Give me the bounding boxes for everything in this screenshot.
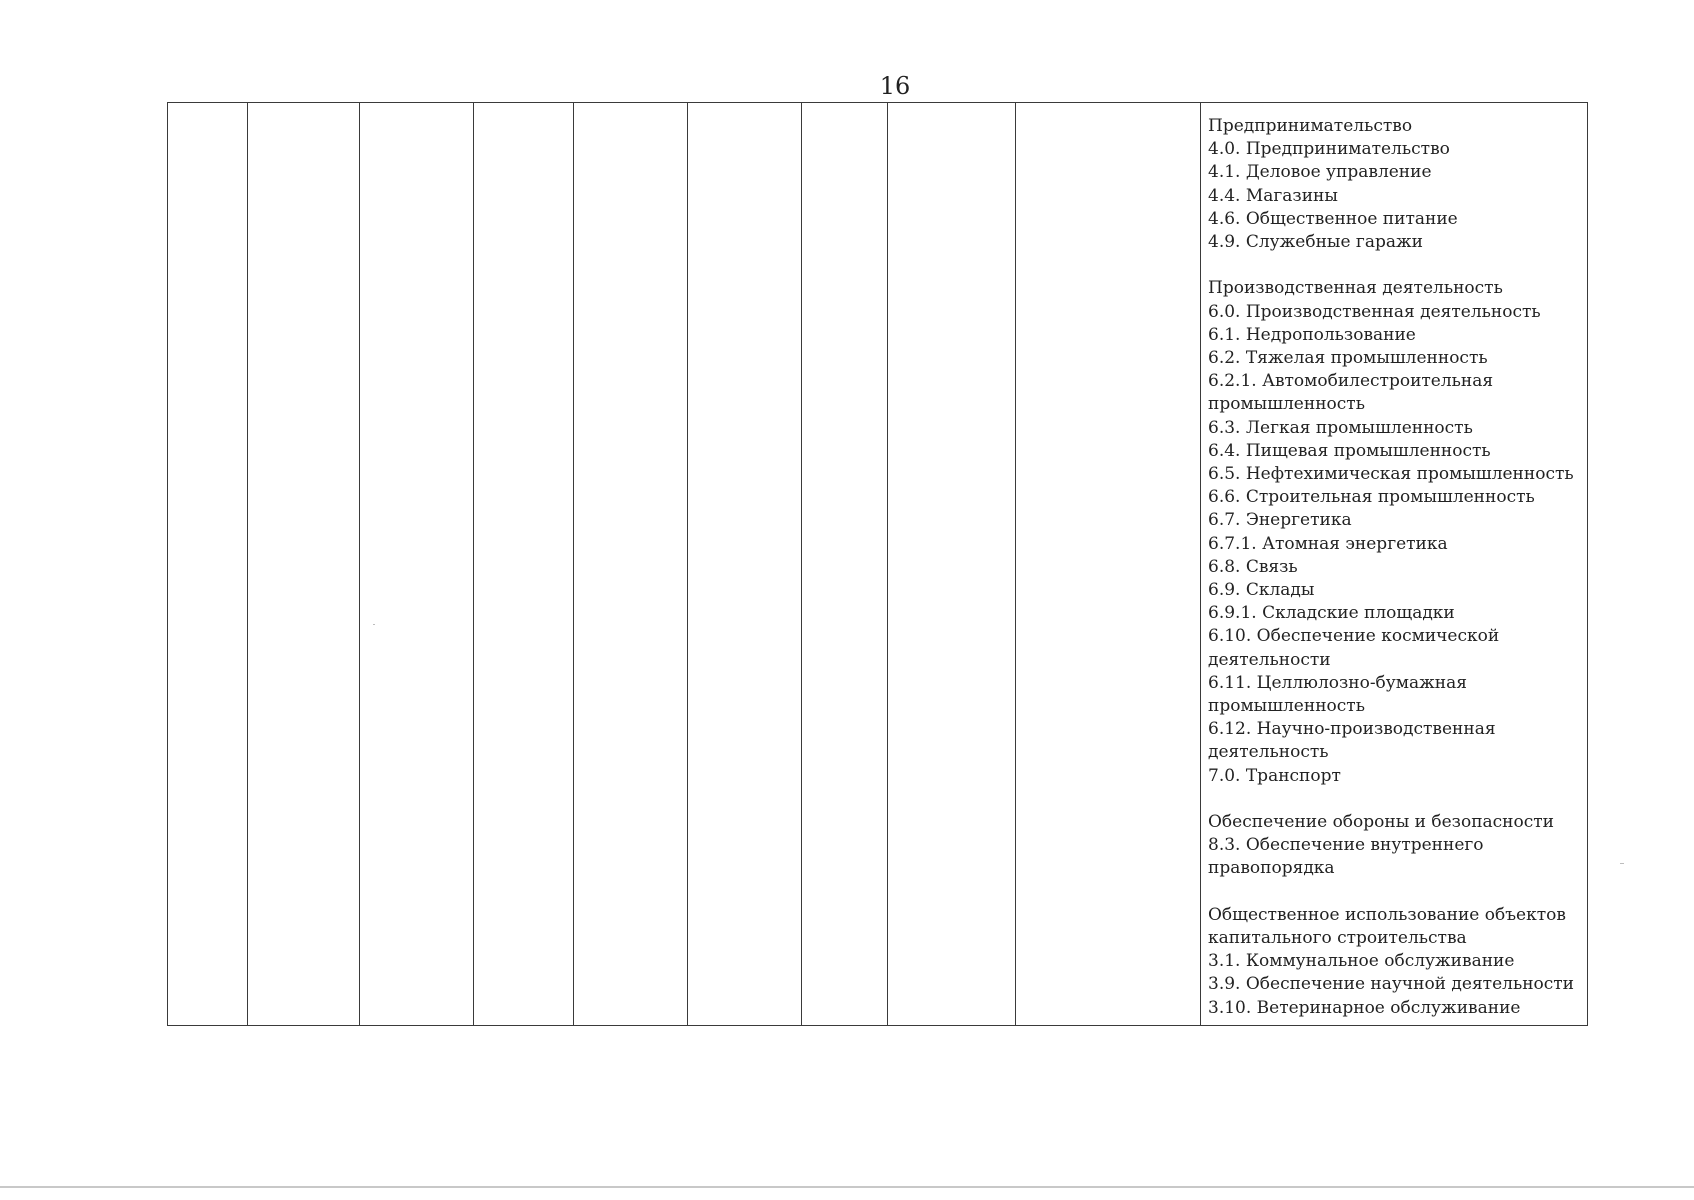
scan-speck (1620, 863, 1624, 864)
use-item: 4.1. Деловое управление (1208, 162, 1432, 183)
use-item: 6.9. Склады (1208, 580, 1315, 601)
scan-speck (373, 624, 375, 625)
empty-cell-8 (888, 103, 1016, 1026)
use-item: 6.2. Тяжелая промышленность (1208, 348, 1488, 369)
use-item: 6.4. Пищевая промышленность (1208, 440, 1491, 461)
use-item: 6.8. Связь (1208, 556, 1298, 577)
empty-cell-9 (1016, 103, 1201, 1026)
use-item: 6.3. Легкая промышленность (1208, 417, 1473, 438)
use-item: 6.10. Обеспечение космической (1208, 626, 1500, 647)
use-item: 3.9. Обеспечение научной деятельности (1208, 974, 1575, 995)
empty-cell-7 (802, 103, 888, 1026)
use-group (1208, 277, 1583, 787)
permitted-uses-cell (1201, 103, 1588, 1026)
use-item: 8.3. Обеспечение внутреннего (1208, 835, 1484, 856)
empty-cell-4 (474, 103, 574, 1026)
use-item: деятельность (1208, 742, 1329, 763)
use-item: правопорядка (1208, 858, 1335, 879)
use-item: 4.0. Предпринимательство (1208, 139, 1450, 160)
use-item: 6.0. Производственная деятельность (1208, 301, 1541, 322)
use-item: промышленность (1208, 394, 1365, 415)
use-item: 6.2.1. Автомобилестроительная (1208, 371, 1494, 392)
use-item: 4.6. Общественное питание (1208, 208, 1458, 229)
empty-cell-2 (248, 103, 360, 1026)
empty-cell-1 (168, 103, 248, 1026)
use-item: 7.0. Транспорт (1208, 765, 1341, 786)
use-group-heading: Обеспечение обороны и безопасности (1208, 812, 1555, 833)
use-item: 4.9. Служебные гаражи (1208, 232, 1423, 253)
use-item: 6.9.1. Складские площадки (1208, 603, 1455, 624)
empty-cell-5 (574, 103, 688, 1026)
table-row (168, 103, 1588, 1026)
use-item: 6.1. Недропользование (1208, 324, 1416, 345)
use-group (1208, 115, 1583, 254)
use-item: 4.4. Магазины (1208, 185, 1338, 206)
use-group (1208, 811, 1583, 881)
use-item: промышленность (1208, 696, 1365, 717)
permitted-uses-list (1208, 115, 1583, 1020)
use-item: 6.11. Целлюлозно-бумажная (1208, 672, 1467, 693)
land-use-table (167, 102, 1588, 1026)
use-item: 3.10. Ветеринарное обслуживание (1208, 997, 1521, 1018)
empty-cell-6 (688, 103, 802, 1026)
use-group-heading: Предпринимательство (1208, 116, 1413, 136)
use-item: 3.1. Коммунальное обслуживание (1208, 951, 1515, 972)
use-item: деятельности (1208, 649, 1331, 670)
use-item: 6.7.1. Атомная энергетика (1208, 533, 1448, 554)
use-group (1208, 904, 1583, 1020)
scan-edge-line (0, 1186, 1694, 1188)
use-group-heading: Производственная деятельность (1208, 278, 1503, 299)
use-item: капитального строительства (1208, 928, 1467, 949)
use-item: 6.12. Научно-производственная (1208, 719, 1496, 740)
empty-cell-3 (360, 103, 474, 1026)
use-group-heading: Общественное использование объектов (1208, 904, 1566, 925)
use-item: 6.6. Строительная промышленность (1208, 487, 1535, 508)
page-number: 16 (879, 72, 911, 100)
use-item: 6.7. Энергетика (1208, 510, 1352, 531)
use-item: 6.5. Нефтехимическая промышленность (1208, 464, 1574, 485)
